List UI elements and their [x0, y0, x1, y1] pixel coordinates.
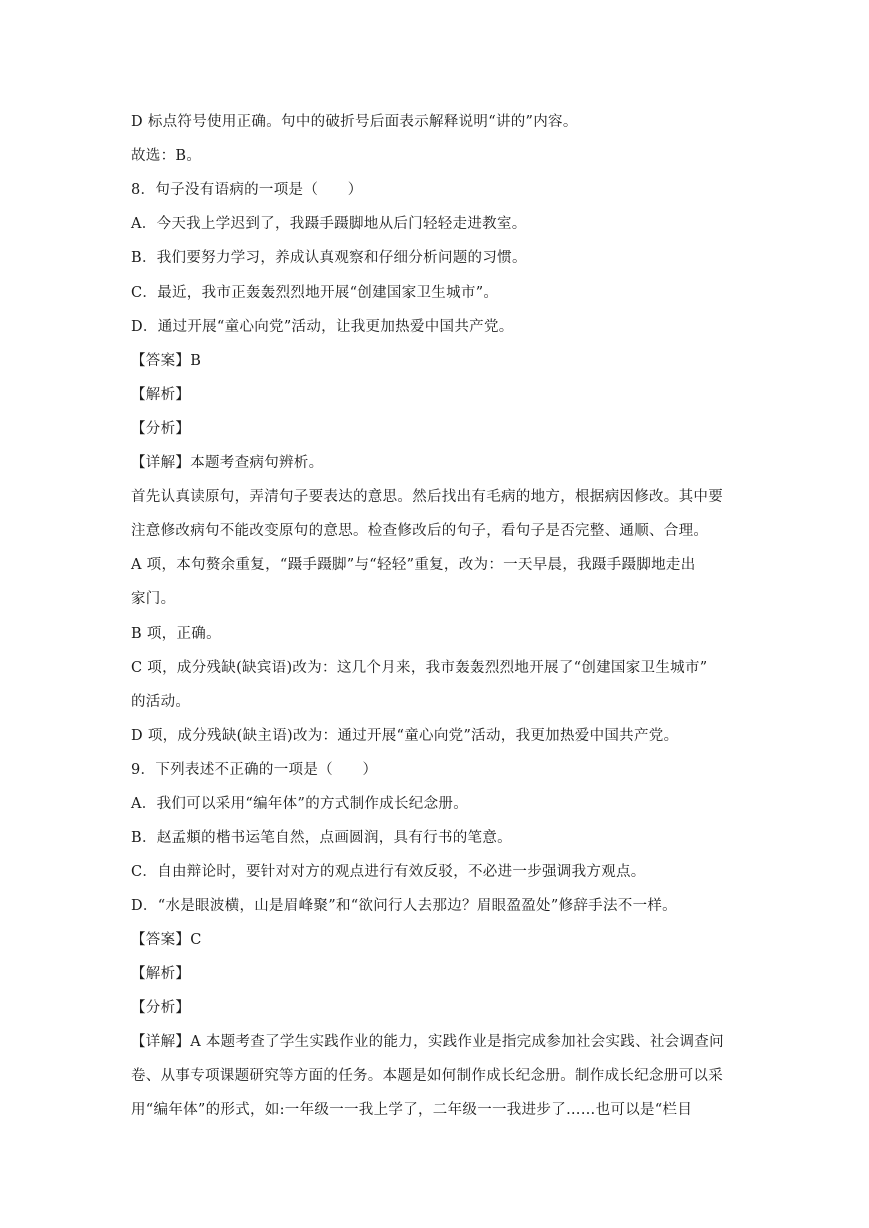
question-8-stem: 8．句子没有语病的一项是（ ） — [131, 182, 363, 198]
text-line: A 项，本句赘余重复，“蹑手蹑脚”与“轻轻”重复，改为：一天早晨，我蹑手蹑脚地走出 — [131, 557, 696, 573]
text-line: 首先认真读原句，弄清句子要表达的意思。然后找出有毛病的地方，根据病因修改。其中要 — [131, 489, 723, 505]
text-line: C 项，成分残缺(缺宾语)改为：这几个月来，我市轰轰烈烈地开展了“创建国家卫生城市” — [131, 660, 708, 676]
question-8-option-c: C．最近，我市正轰轰烈烈地开展“创建国家卫生城市”。 — [131, 285, 499, 301]
analysis-label: 【解析】 — [131, 387, 191, 403]
question-9-option-b: B．赵孟頫的楷书运笔自然，点画圆润，具有行书的笔意。 — [131, 830, 512, 846]
detail-label: 【详解】A 本题考查了学生实践作业的能力，实践作业是指完成参加社会实践、社会调查问 — [131, 1034, 724, 1050]
question-9-stem: 9．下列表述不正确的一项是（ ） — [131, 762, 378, 778]
question-8-option-b: B．我们要努力学习，养成认真观察和仔细分析问题的习惯。 — [131, 250, 527, 266]
text-line: 卷、从事专项课题研究等方面的任务。本题是如何制作成长纪念册。制作成长纪念册可以采 — [131, 1068, 723, 1084]
question-8-option-d: D．通过开展“童心向党”活动，让我更加热爱中国共产党。 — [131, 319, 514, 335]
text-line: 的活动。 — [131, 694, 191, 710]
analysis-sub-label: 【分析】 — [131, 421, 191, 437]
analysis-label: 【解析】 — [131, 966, 191, 982]
text-line: D 项，成分残缺(缺主语)改为：通过开展“童心向党”活动，我更加热爱中国共产党。 — [131, 728, 679, 744]
question-9-option-d: D．“水是眼波横，山是眉峰聚”和“欲问行人去那边？眉眼盈盈处”修辞手法不一样。 — [131, 898, 677, 914]
question-8-option-a: A．今天我上学迟到了，我蹑手蹑脚地从后门轻轻走进教室。 — [131, 216, 527, 232]
question-9-option-a: A．我们可以采用“编年体”的方式制作成长纪念册。 — [131, 796, 468, 812]
answer-label: 【答案】B — [131, 353, 202, 369]
analysis-sub-label: 【分析】 — [131, 1000, 191, 1016]
text-line: D 标点符号使用正确。句中的破折号后面表示解释说明“讲的”内容。 — [131, 114, 578, 130]
text-line: 家门。 — [131, 591, 176, 607]
answer-label: 【答案】C — [131, 932, 202, 948]
text-line: 注意修改病句不能改变原句的意思。检查修改后的句子，看句子是否完整、通顺、合理。 — [131, 523, 709, 539]
text-line: 故选：B。 — [131, 148, 202, 164]
detail-label: 【详解】本题考查病句辨析。 — [131, 455, 324, 471]
question-9-option-c: C．自由辩论时，要针对对方的观点进行有效反驳，不必进一步强调我方观点。 — [131, 864, 646, 880]
text-line: 用“编年体”的形式，如:一年级一一我上学了，二年级一一我进步了……也可以是“栏目 — [131, 1102, 693, 1118]
text-line: B 项，正确。 — [131, 626, 221, 642]
